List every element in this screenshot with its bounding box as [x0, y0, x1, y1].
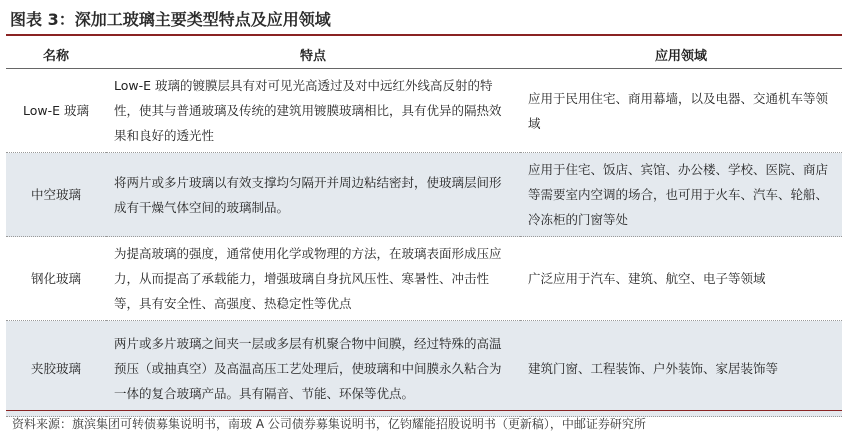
row-name: Low-E 玻璃 [6, 69, 106, 153]
row-feature: 为提高玻璃的强度，通常使用化学或物理的方法，在玻璃表面形成压应力，从而提高了承载能力，增强玻璃自身抗风压性、寒暑性、冲击性等，具有安全性、高强度、热稳定性等优点 [106, 237, 520, 321]
source-note: 资料来源：旗滨集团可转债募集说明书，南玻 A 公司债券募集说明书，亿钧耀能招股说明书（更新稿），中邮证券研究所 [6, 410, 842, 432]
row-feature: Low-E 玻璃的镀膜层具有对可见光高透过及对中远红外线高反射的特性，使其与普通玻璃及传统的建筑用镀膜玻璃相比，具有优异的隔热效果和良好的透光性 [106, 69, 520, 153]
column-header-feature: 特点 [106, 40, 520, 69]
row-feature: 将两片或多片玻璃以有效支撑均匀隔开并周边粘结密封，使玻璃层间形成有干燥气体空间的玻璃制品。 [106, 153, 520, 237]
row-feature: 两片或多片玻璃之间夹一层或多层有机聚合物中间膜，经过特殊的高温预压（或抽真空）及高温高压工艺处理后，使玻璃和中间膜永久粘合为一体的复合玻璃产品。具有隔音、节能、环保等优点。 [106, 321, 520, 417]
row-application: 应用于民用住宅、商用幕墙，以及电器、交通机车等领域 [520, 69, 842, 153]
row-name: 夹胶玻璃 [6, 321, 106, 417]
row-application: 建筑门窗、工程装饰、户外装饰、家居装饰等 [520, 321, 842, 417]
table-row [6, 153, 842, 237]
column-header-name: 名称 [6, 40, 106, 69]
row-application: 应用于住宅、饭店、宾馆、办公楼、学校、医院、商店等需要室内空调的场合，也可用于火车、汽车、轮船、冷冻柜的门窗等处 [520, 153, 842, 237]
table-row [6, 321, 842, 417]
row-name: 钢化玻璃 [6, 237, 106, 321]
table-row [6, 69, 842, 153]
column-header-application: 应用领域 [520, 40, 842, 69]
table-header-row [6, 40, 842, 69]
row-name: 中空玻璃 [6, 153, 106, 237]
figure-title: 图表 3：深加工玻璃主要类型特点及应用领域 [6, 2, 842, 36]
table-row [6, 237, 842, 321]
glass-types-table [6, 40, 842, 417]
row-application: 广泛应用于汽车、建筑、航空、电子等领域 [520, 237, 842, 321]
